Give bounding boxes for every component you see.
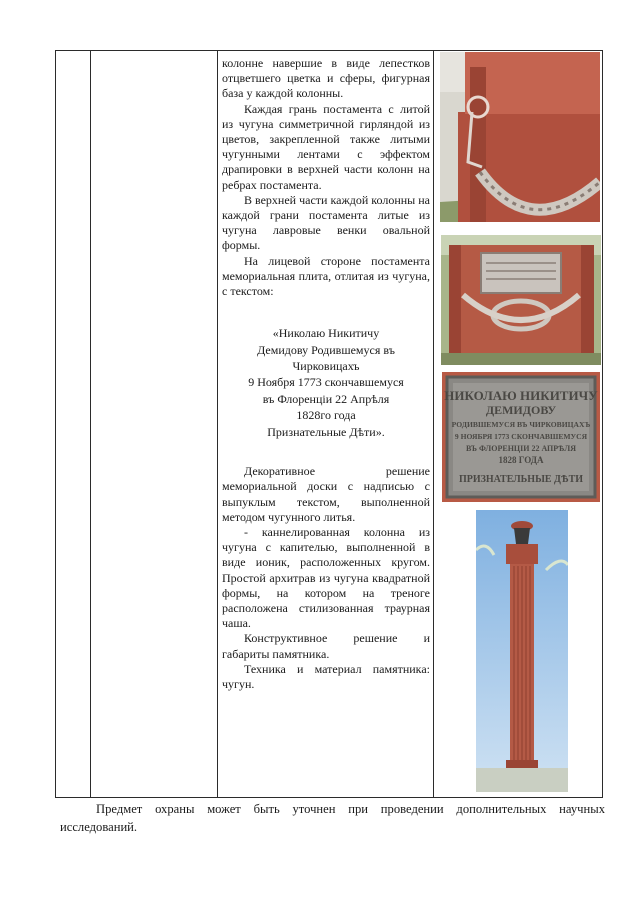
table-border-top [55, 50, 603, 51]
quote-line: «Николаю Никитичу [272, 326, 380, 341]
paragraph-1: колонне навершие в виде лепестков отцветшего цветка и сферы, фигурная база у каждой колонны. [222, 56, 430, 101]
table-border-col2 [217, 50, 218, 798]
table-border-left [55, 50, 56, 798]
footer-text: Предмет охраны может быть уточнен при проведении дополнительных научных исследований. [60, 802, 605, 834]
quote-line: Признательные Дѣти». [267, 424, 385, 439]
table-border-bottom [55, 797, 603, 798]
footer-note [60, 800, 605, 836]
plaque-line: ВЪ ФЛОРЕНЦІИ 22 АПРѢЛЯ [465, 444, 577, 453]
plaque-line: НИКОЛАЮ НИКИТИЧУ [444, 388, 598, 403]
paragraph-7: Конструктивное решение и габариты памятника. [222, 631, 430, 661]
photo-pedestal-garland [440, 52, 600, 222]
paragraph-6: - каннелированная колонна из чугуна с капителью, выполненной в виде ионик, расположенных кругом. Простой архитрав из чугуна квадратной формы, на котором на треноге расположена стилизованная траурная чаша. [222, 524, 430, 631]
table-border-right [602, 50, 603, 798]
plaque-line: ПРИЗНАТЕЛЬНЫЕ ДѢТИ [458, 474, 584, 485]
photo-pedestal-wreath [441, 235, 601, 365]
plaque-line: ДЕМИДОВУ [485, 403, 557, 417]
quote-line: 1828го года [296, 408, 356, 423]
paragraph-5: Декоративное решение мемориальной доски с надписью с выпуклым текстом, выполненной методом чугунного литья. [222, 464, 430, 524]
table-border-col3 [433, 50, 434, 798]
photo-memorial-plaque [442, 372, 600, 502]
paragraph-8: Техника и материал памятника: чугун. [222, 661, 430, 691]
photo-fluted-column [476, 510, 568, 792]
quote-line: Демидову Родившемуся въ [257, 342, 395, 357]
plaque-line: 1828 ГОДА [498, 455, 544, 465]
quote-line: 9 Ноября 1773 скончавшемуся [248, 375, 404, 390]
paragraph-3: В верхней части каждой колонны на каждой грани постамента литые из чугуна лавровые венки овальной формы. [222, 192, 430, 253]
table-border-col1 [90, 50, 91, 798]
plaque-line: 9 НОЯБРЯ 1773 СКОНЧАВШЕМУСЯ [454, 432, 588, 441]
inscription-quote [222, 325, 430, 440]
plaque-line: РОДИВШЕМУСЯ ВЪ ЧИРКОВИЦАХЪ [451, 420, 591, 429]
description-cell [222, 56, 430, 692]
paragraph-2: Каждая грань постамента с литой из чугуна симметричной гирляндой из цветов, закрепленной также литыми чугунными лентами с эффектом драпировки в верхней части колонн на ребрах постамента. [222, 101, 430, 192]
quote-line: Чирковицахъ [292, 359, 360, 374]
quote-line: въ Флоренціи 22 Апрѣля [262, 391, 390, 406]
paragraph-4: На лицевой стороне постамента мемориальная плита, отлитая из чугуна, с текстом: [222, 253, 430, 299]
